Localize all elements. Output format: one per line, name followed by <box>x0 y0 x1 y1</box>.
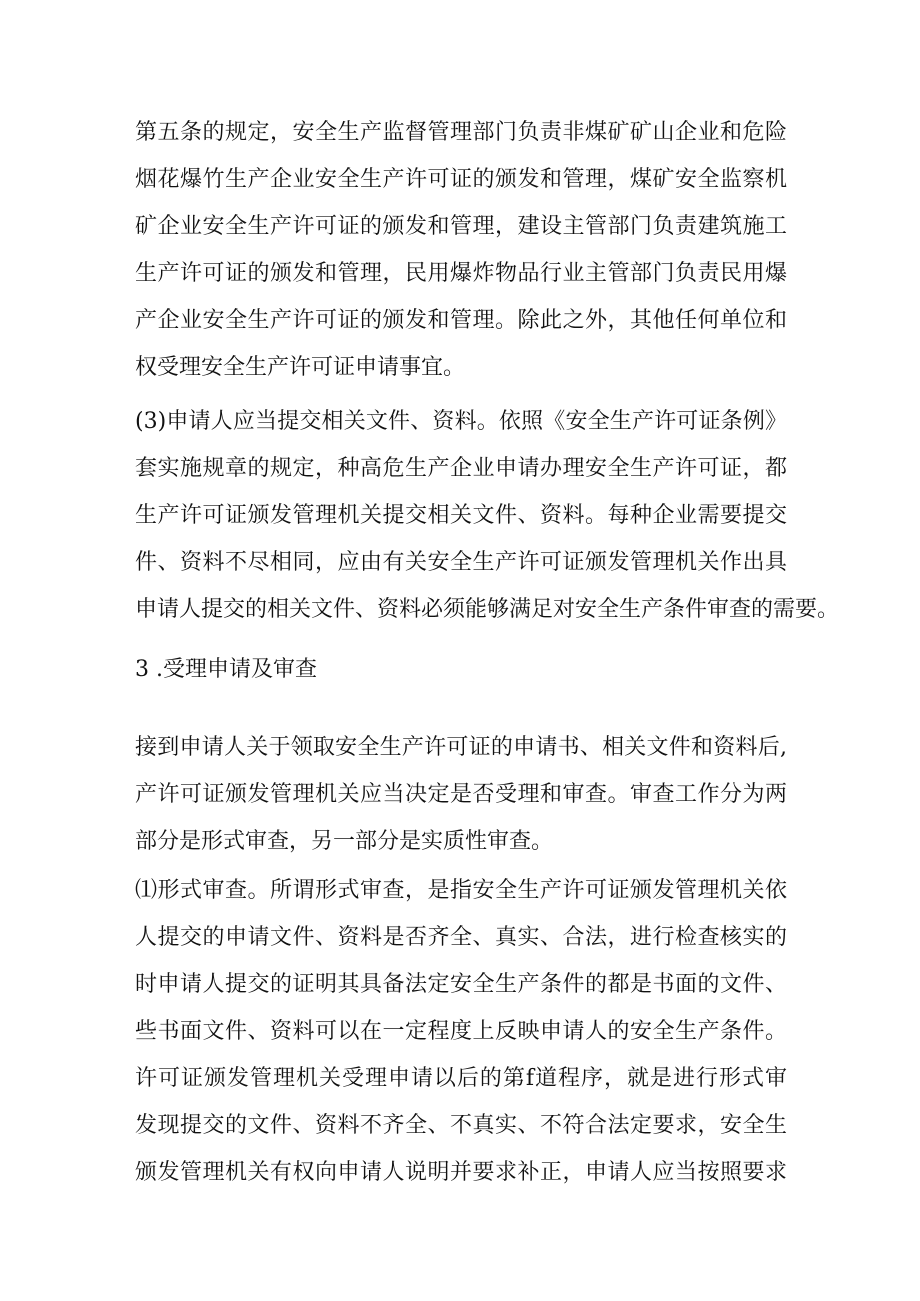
text-line: 时申请人提交的证明其具备法定安全生产条件的都是书面的文件、 <box>135 972 787 997</box>
text-line: 部分是形式审查，另一部分是实质性审查。 <box>135 829 554 854</box>
text-line: 发现提交的文件、资料不齐全、不真实、不符合法定要求，安全生 <box>135 1113 787 1138</box>
text-line: 申请人提交的相关文件、资料必须能够满足对安全生产条件审查的需要。 <box>135 597 840 622</box>
text-line: 权受理安全生产许可证申请事宜。 <box>135 355 466 380</box>
text-line: 接到申请人关于领取安全生产许可证的申请书、相关文件和资料后, <box>135 735 787 760</box>
text-line: 第五条的规定，安全生产监督管理部门负责非煤矿矿山企业和危险 <box>135 120 787 145</box>
text-line: 烟花爆竹生产企业安全生产许可证的颁发和管理，煤矿安全监察机 <box>135 167 787 192</box>
text-line: 颁发管理机关有权向申请人说明并要求补正，申请人应当按照要求 <box>135 1160 787 1185</box>
text-line: 套实施规章的规定，种高危生产企业申请办理安全生产许可证，都 <box>135 456 787 481</box>
text-line: 生产许可证颁发管理机关提交相关文件、资料。每种企业需要提交 <box>135 503 787 528</box>
text-line: 些书面文件、资料可以在一定程度上反映申请人的安全生产条件。 <box>135 1019 787 1044</box>
text-line: 人提交的申请文件、资料是否齐全、真实、合法，进行检查核实的 <box>135 925 787 950</box>
text-line: 件、资料不尽相同，应由有关安全生产许可证颁发管理机关作出具 <box>135 550 787 575</box>
text-line: 生产许可证的颁发和管理，民用爆炸物品行业主管部门负责民用爆 <box>135 261 787 286</box>
text-line: 产企业安全生产许可证的颁发和管理。除此之外，其他任何单位和 <box>135 308 787 333</box>
text-line: 许可证颁发管理机关受理申请以后的第f道程序，就是进行形式审 <box>135 1066 787 1091</box>
text-line: ⑴形式审查。所谓形式审查，是指安全生产许可证颁发管理机关依 <box>135 878 787 903</box>
text-line: (3)申请人应当提交相关文件、资料。依照《安全生产许可证条例》 <box>135 409 787 434</box>
section-heading: 3 .受理申请及审查 <box>135 657 317 682</box>
text-line: 矿企业安全生产许可证的颁发和管理，建设主管部门负责建筑施工 <box>135 214 787 239</box>
text-line: 产许可证颁发管理机关应当决定是否受理和审查。审查工作分为两 <box>135 782 787 807</box>
